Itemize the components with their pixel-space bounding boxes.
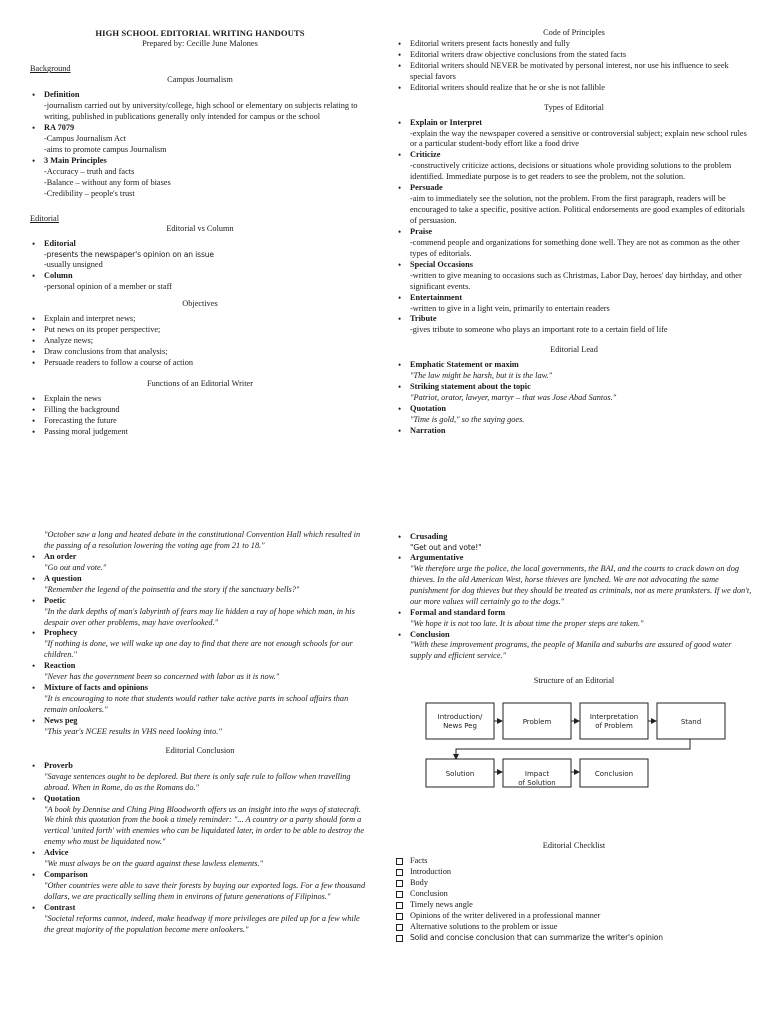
functions-heading: Functions of an Editorial Writer [147, 378, 253, 388]
types-list [396, 118, 752, 337]
types-heading: Types of Editorial [544, 102, 604, 112]
code-of-principles-list [396, 39, 752, 94]
box-label: Impact of Solution [518, 770, 556, 788]
functions-list [30, 394, 370, 438]
checklist-label: Alternative solutions to the problem or issue [410, 921, 558, 931]
term: Narration [410, 425, 446, 435]
page-1-content [30, 28, 370, 437]
description: -Credibility – people's trust [44, 188, 135, 198]
checklist-label: Opinions of the writer delivered in a professional manner [410, 910, 601, 920]
description: -personal opinion of a member or staff [44, 282, 172, 292]
editorial-vs-column-list [30, 239, 370, 293]
example: "We therefore urge the police, the local governments, the BAI, and the courts to crack down on dog thieves. In the old American West, horse thieves are lynched. We are not advocating the same punishment for dog thieves but they should be treated as criminals, not as mere pranksters. If we don't, our more values will certainly go to the dogs." [410, 563, 752, 606]
term: Tribute [410, 314, 437, 324]
editorial-lead-list-continued [30, 552, 370, 738]
term: Crusading [410, 532, 448, 541]
checkbox-icon[interactable] [396, 880, 403, 887]
term: Contrast [44, 902, 76, 912]
page-2-content [396, 28, 752, 437]
term: Proverb [44, 760, 73, 770]
example: "Other countries were able to save their forests by buying our exported logs. For a few thousand dollars, we are practically selling them in environs of future generations of Filipinos." [44, 881, 366, 901]
example: "We hope it is not too late. It is about time the proper steps are taken." [410, 618, 644, 628]
box-label: Solution [445, 770, 475, 779]
checkbox-icon[interactable] [396, 858, 403, 865]
checkbox-icon[interactable] [396, 935, 403, 942]
checklist-item[interactable] [396, 933, 752, 944]
term: News peg [44, 715, 78, 725]
term: Criticize [410, 150, 441, 160]
term: Persuade [410, 183, 443, 193]
objectives-heading: Objectives [182, 299, 218, 309]
page-2 [384, 0, 768, 500]
example: "A book by Dennise and Ching Ping Bloodworth offers us an insight into the ways of statecraft. We think this quotation from the book a timely reminder: "... A country or a party should form a vertical 'united forth' with enemies who can be liquidated later, in order to be able to destroy the enemy who must be liquidated now." [44, 804, 365, 847]
box-label: Introduction/ News Peg [437, 713, 483, 731]
example: "This year's NCEE results in VHS need looking into." [44, 726, 222, 736]
description: -gives tribute to someone who plays an important rote to a certain field of life [410, 325, 668, 335]
example: "The law might be harsh, but it is the law." [410, 371, 553, 381]
description: -Balance – without any form of biases [44, 177, 171, 187]
example: "Never has the government been so concerned with labor as it is now." [44, 672, 280, 682]
term: Editorial [44, 239, 76, 249]
list-item [30, 683, 370, 716]
list-item: • Passing moral judgement [30, 427, 370, 438]
list-item: • Explain the news [30, 394, 370, 405]
list-item [396, 260, 752, 293]
description: -presents the newspaper's opinion on an issue [44, 250, 214, 260]
checklist-label: Body [410, 878, 428, 888]
checklist-item[interactable] [396, 911, 752, 922]
list-item: • Forecasting the future [30, 416, 370, 427]
list-item [30, 848, 370, 870]
example: "With these improvement programs, the people of Manila and suburbs are assured of good water supply and efficient service." [410, 640, 732, 661]
term: 3 Main Principles [44, 155, 107, 165]
list-item [396, 608, 752, 630]
term: Praise [410, 226, 433, 236]
narration-example: "October saw a long and heated debate in the constitutional Convention Hall which resulted in the passing of a resolution lowering the voting age from 21 to 18." [44, 530, 361, 550]
list-item [30, 271, 370, 293]
campus-journalism-heading: Campus Journalism [167, 75, 233, 85]
checkbox-icon[interactable] [396, 924, 403, 931]
term: Special Occasions [410, 259, 473, 269]
page-3-content [30, 530, 370, 936]
example: "In the dark depths of man's labyrinth of fears may lie hidden a ray of hope which man, in his despair over other problems, may have overlooked." [44, 606, 355, 627]
term: Formal and standard form [410, 607, 506, 617]
list-item [30, 123, 370, 156]
term: Prophecy [44, 628, 78, 638]
term: Conclusion [410, 629, 450, 639]
list-item [396, 360, 752, 382]
list-item: • Persuade readers to follow a course of action [30, 358, 370, 369]
checklist-heading: Editorial Checklist [542, 841, 606, 851]
example: "Societal reforms cannot, indeed, make headway if more privileges are piled up for a few while the great majority of the population become mere onlookers." [44, 913, 360, 934]
checklist-label: Solid and concise conclusion that can summarize the writer's opinion [410, 932, 663, 942]
example: "Go out and vote." [44, 562, 107, 572]
background-list [30, 90, 370, 199]
list-item [396, 150, 752, 183]
list-item [30, 628, 370, 661]
list-item [396, 532, 752, 553]
description: -explain the way the newspaper covered a sensitive or controversial subject; explain new school rules or a particular student-body effort like a food drive [410, 128, 747, 149]
term: Advice [44, 848, 69, 858]
term: Comparison [44, 870, 88, 880]
term: Reaction [44, 661, 76, 671]
description: -commend people and organizations for something done well. They are not as common as the other types of editorials. [410, 237, 740, 258]
editorial-conclusion-list [30, 761, 370, 936]
objectives-list [30, 314, 370, 369]
list-item [30, 903, 370, 936]
example: "If nothing is done, we will wake up one day to find that there are not enough schools for our children." [44, 639, 353, 660]
checklist-item[interactable] [396, 856, 752, 867]
example: "Patriot, orator, lawyer, martyr – that was Jose Abad Santos." [410, 393, 617, 403]
list-item [30, 156, 370, 200]
list-item [396, 404, 752, 426]
term: RA 7079 [44, 122, 75, 132]
term: Column [44, 271, 73, 281]
example: "It is encouraging to note that students would rather take active parts in school affairs than remain onlookers." [44, 694, 349, 714]
list-item: • Editorial writers draw objective conclusions from the stated facts [396, 50, 752, 61]
editorial-conclusion-heading: Editorial Conclusion [165, 745, 235, 755]
example: "Time is gold," so the saying goes. [410, 414, 525, 424]
example: "Get out and vote!" [410, 542, 482, 552]
description: -constructively criticize actions, decisions or situations whole providing solutions to the problem identified. Immediate purpose is to get readers to see the problem, not the solution. [410, 161, 732, 182]
background-heading: Background [30, 64, 71, 74]
list-item: • Editorial writers should realize that he or she is not fallible [396, 83, 752, 94]
box-label: Interpretation of Problem [589, 713, 639, 731]
description: -written to give meaning to occasions such as Christmas, Labor Day, heroes' day birthday, and other significant events. [410, 270, 742, 291]
term: Explain or Interpret [410, 117, 483, 127]
checklist-label: Conclusion [410, 889, 448, 899]
checklist-item[interactable] [396, 922, 752, 933]
list-item [30, 794, 370, 849]
page-4 [384, 512, 768, 1024]
list-item [396, 227, 752, 260]
checklist-item[interactable] [396, 878, 752, 889]
list-item [30, 552, 370, 574]
checklist-item[interactable] [396, 889, 752, 900]
checkbox-icon[interactable] [396, 913, 403, 920]
description: -aim to immediately see the solution, not the problem. From the first paragraph, readers will be encouraged to take a specific, positive action. Political endorsements are good examples of editorials of persuasion. [410, 194, 745, 225]
page-1 [0, 0, 384, 500]
example: "Savage sentences ought to be deplored. But there is only safe rule to follow when travelling abroad. When in Rome, do as the Romans do." [44, 771, 351, 792]
box-introduction [426, 703, 494, 739]
list-item [396, 553, 752, 608]
list-item: • Filling the background [30, 405, 370, 416]
code-of-principles-heading: Code of Principles [543, 28, 605, 37]
list-item: • Draw conclusions from that analysis; [30, 347, 370, 358]
description: -usually unsigned [44, 260, 103, 270]
checklist-item[interactable] [396, 867, 752, 878]
list-item [30, 870, 370, 903]
term: Quotation [44, 793, 80, 803]
term: Emphatic Statement or maxim [410, 360, 519, 370]
description: -aims to promote campus Journalism [44, 144, 167, 154]
term: An order [44, 551, 77, 561]
checklist-item[interactable] [396, 900, 752, 911]
list-item [396, 314, 752, 336]
list-item [30, 574, 370, 596]
structure-heading: Structure of an Editorial [533, 676, 615, 686]
prepared-by: Prepared by: Cecille June Malones [142, 39, 258, 49]
page-3 [0, 512, 384, 1024]
checkbox-icon[interactable] [396, 869, 403, 876]
editorial-checklist [396, 856, 752, 944]
example: "We must always be on the guard against these lawless elements." [44, 859, 264, 869]
page-4-content [396, 532, 752, 944]
box-label: Conclusion [594, 770, 634, 779]
term: Argumentative [410, 552, 464, 562]
list-item [30, 716, 370, 738]
description: -Accuracy – truth and facts [44, 166, 135, 176]
editorial-conclusion-list-continued [396, 532, 752, 662]
checklist-label: Introduction [410, 867, 452, 877]
editorial-heading: Editorial [30, 213, 60, 223]
structure-diagram [396, 701, 752, 811]
term: Quotation [410, 404, 446, 413]
editorial-lead-heading: Editorial Lead [550, 345, 598, 355]
arrow [456, 739, 690, 759]
list-item [396, 183, 752, 227]
description: -journalism carried out by university/college, high school or elementary on subjects relating to writing, published in publications generally only intended for campus or the school [44, 101, 358, 122]
list-item [396, 382, 752, 404]
list-item: • Put news on its proper perspective; [30, 325, 370, 336]
checklist-label: Timely news angle [410, 899, 473, 909]
example: "Remember the legend of the poinsettia and the story if the sanctuary bells?" [44, 584, 300, 594]
list-item [396, 426, 752, 437]
box-label: Stand [680, 718, 702, 727]
description: -Campus Journalism Act [44, 133, 127, 143]
list-item: • Explain and interpret news; [30, 314, 370, 325]
list-item: • Editorial writers present facts honestly and fully [396, 39, 752, 50]
term: Definition [44, 90, 80, 100]
term: A question [44, 573, 82, 583]
checkbox-icon[interactable] [396, 891, 403, 898]
list-item [30, 661, 370, 683]
checkbox-icon[interactable] [396, 902, 403, 909]
list-item: • Editorial writers should NEVER be motivated by personal interest, nor use his influence to seek special favors [396, 61, 752, 83]
list-item [396, 293, 752, 315]
list-item [30, 761, 370, 794]
term: Poetic [44, 595, 66, 605]
box-label: Problem [522, 718, 552, 727]
editorial-vs-column-heading: Editorial vs Column [166, 224, 234, 234]
term: Entertainment [410, 292, 463, 302]
list-item [30, 596, 370, 629]
term: Mixture of facts and opinions [44, 683, 149, 693]
list-item [396, 118, 752, 151]
box-interpretation [580, 703, 648, 739]
document-title: HIGH SCHOOL EDITORIAL WRITING HANDOUTS [95, 28, 305, 38]
checklist-label: Facts [410, 856, 428, 866]
list-item: • Analyze news; [30, 336, 370, 347]
list-item [30, 239, 370, 271]
list-item [396, 630, 752, 663]
editorial-lead-list [396, 360, 752, 437]
description: -written to give in a light vein, primarily to entertain readers [410, 303, 610, 313]
term: Striking statement about the topic [410, 382, 531, 392]
list-item [30, 90, 370, 123]
